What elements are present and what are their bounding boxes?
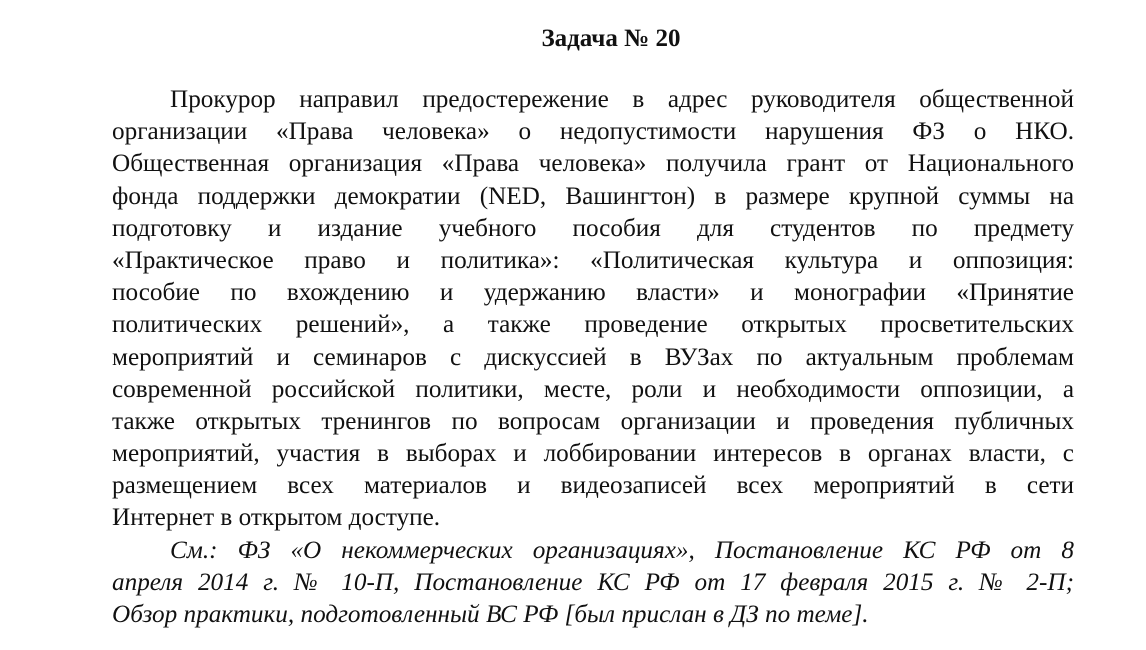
body-line: мероприятий, участия в выборах и лоббировании интересов в органах власти, с (112, 440, 1074, 468)
body-line: размещением всех материалов и видеозаписей всех мероприятий в сети (112, 472, 1074, 500)
body-line: пособие по вхождению и удержанию власти» и монографии «Принятие (112, 279, 1074, 307)
body-line: Интернет в открытом доступе. (112, 504, 441, 532)
reference-paragraph (112, 535, 1074, 632)
reference-line: Обзор практики, подготовленный ВС РФ [был прислан в ДЗ по теме]. (112, 601, 869, 628)
document-page (112, 24, 1074, 631)
body-line: современной российской политики, месте, роли и необходимости оппозиции, а (112, 375, 1074, 403)
body-line: Прокурор направил предостережение в адрес руководителя общественной (170, 86, 1074, 113)
task-body-paragraph (112, 84, 1074, 535)
reference-line: апреля 2014 г. № 10-П, Постановление КС РФ от 17 февраля 2015 г. № 2-П; (112, 568, 1074, 596)
reference-line: См.: ФЗ «О некоммерческих организациях», Постановление КС РФ от 8 (170, 536, 1074, 564)
body-line: подготовку и издание учебного пособия для студентов по предмету (112, 214, 1074, 242)
task-title: Задача № 20 (541, 25, 681, 52)
body-line: фонда поддержки демократии (NED, Вашингтон) в размере крупной суммы на (112, 182, 1074, 210)
body-line: Общественная организация «Права человека» получила грант от Национального (112, 150, 1074, 178)
body-line: мероприятий и семинаров с дискуссией в ВУЗах по актуальным проблемам (112, 343, 1074, 371)
body-line: организации «Права человека» о недопустимости нарушения ФЗ о НКО. (112, 118, 1074, 146)
body-line: политических решений», а также проведение открытых просветительских (112, 311, 1074, 339)
body-line: «Практическое право и политика»: «Политическая культура и оппозиция: (112, 246, 1074, 274)
body-line: также открытых тренингов по вопросам организации и проведения публичных (112, 407, 1074, 435)
